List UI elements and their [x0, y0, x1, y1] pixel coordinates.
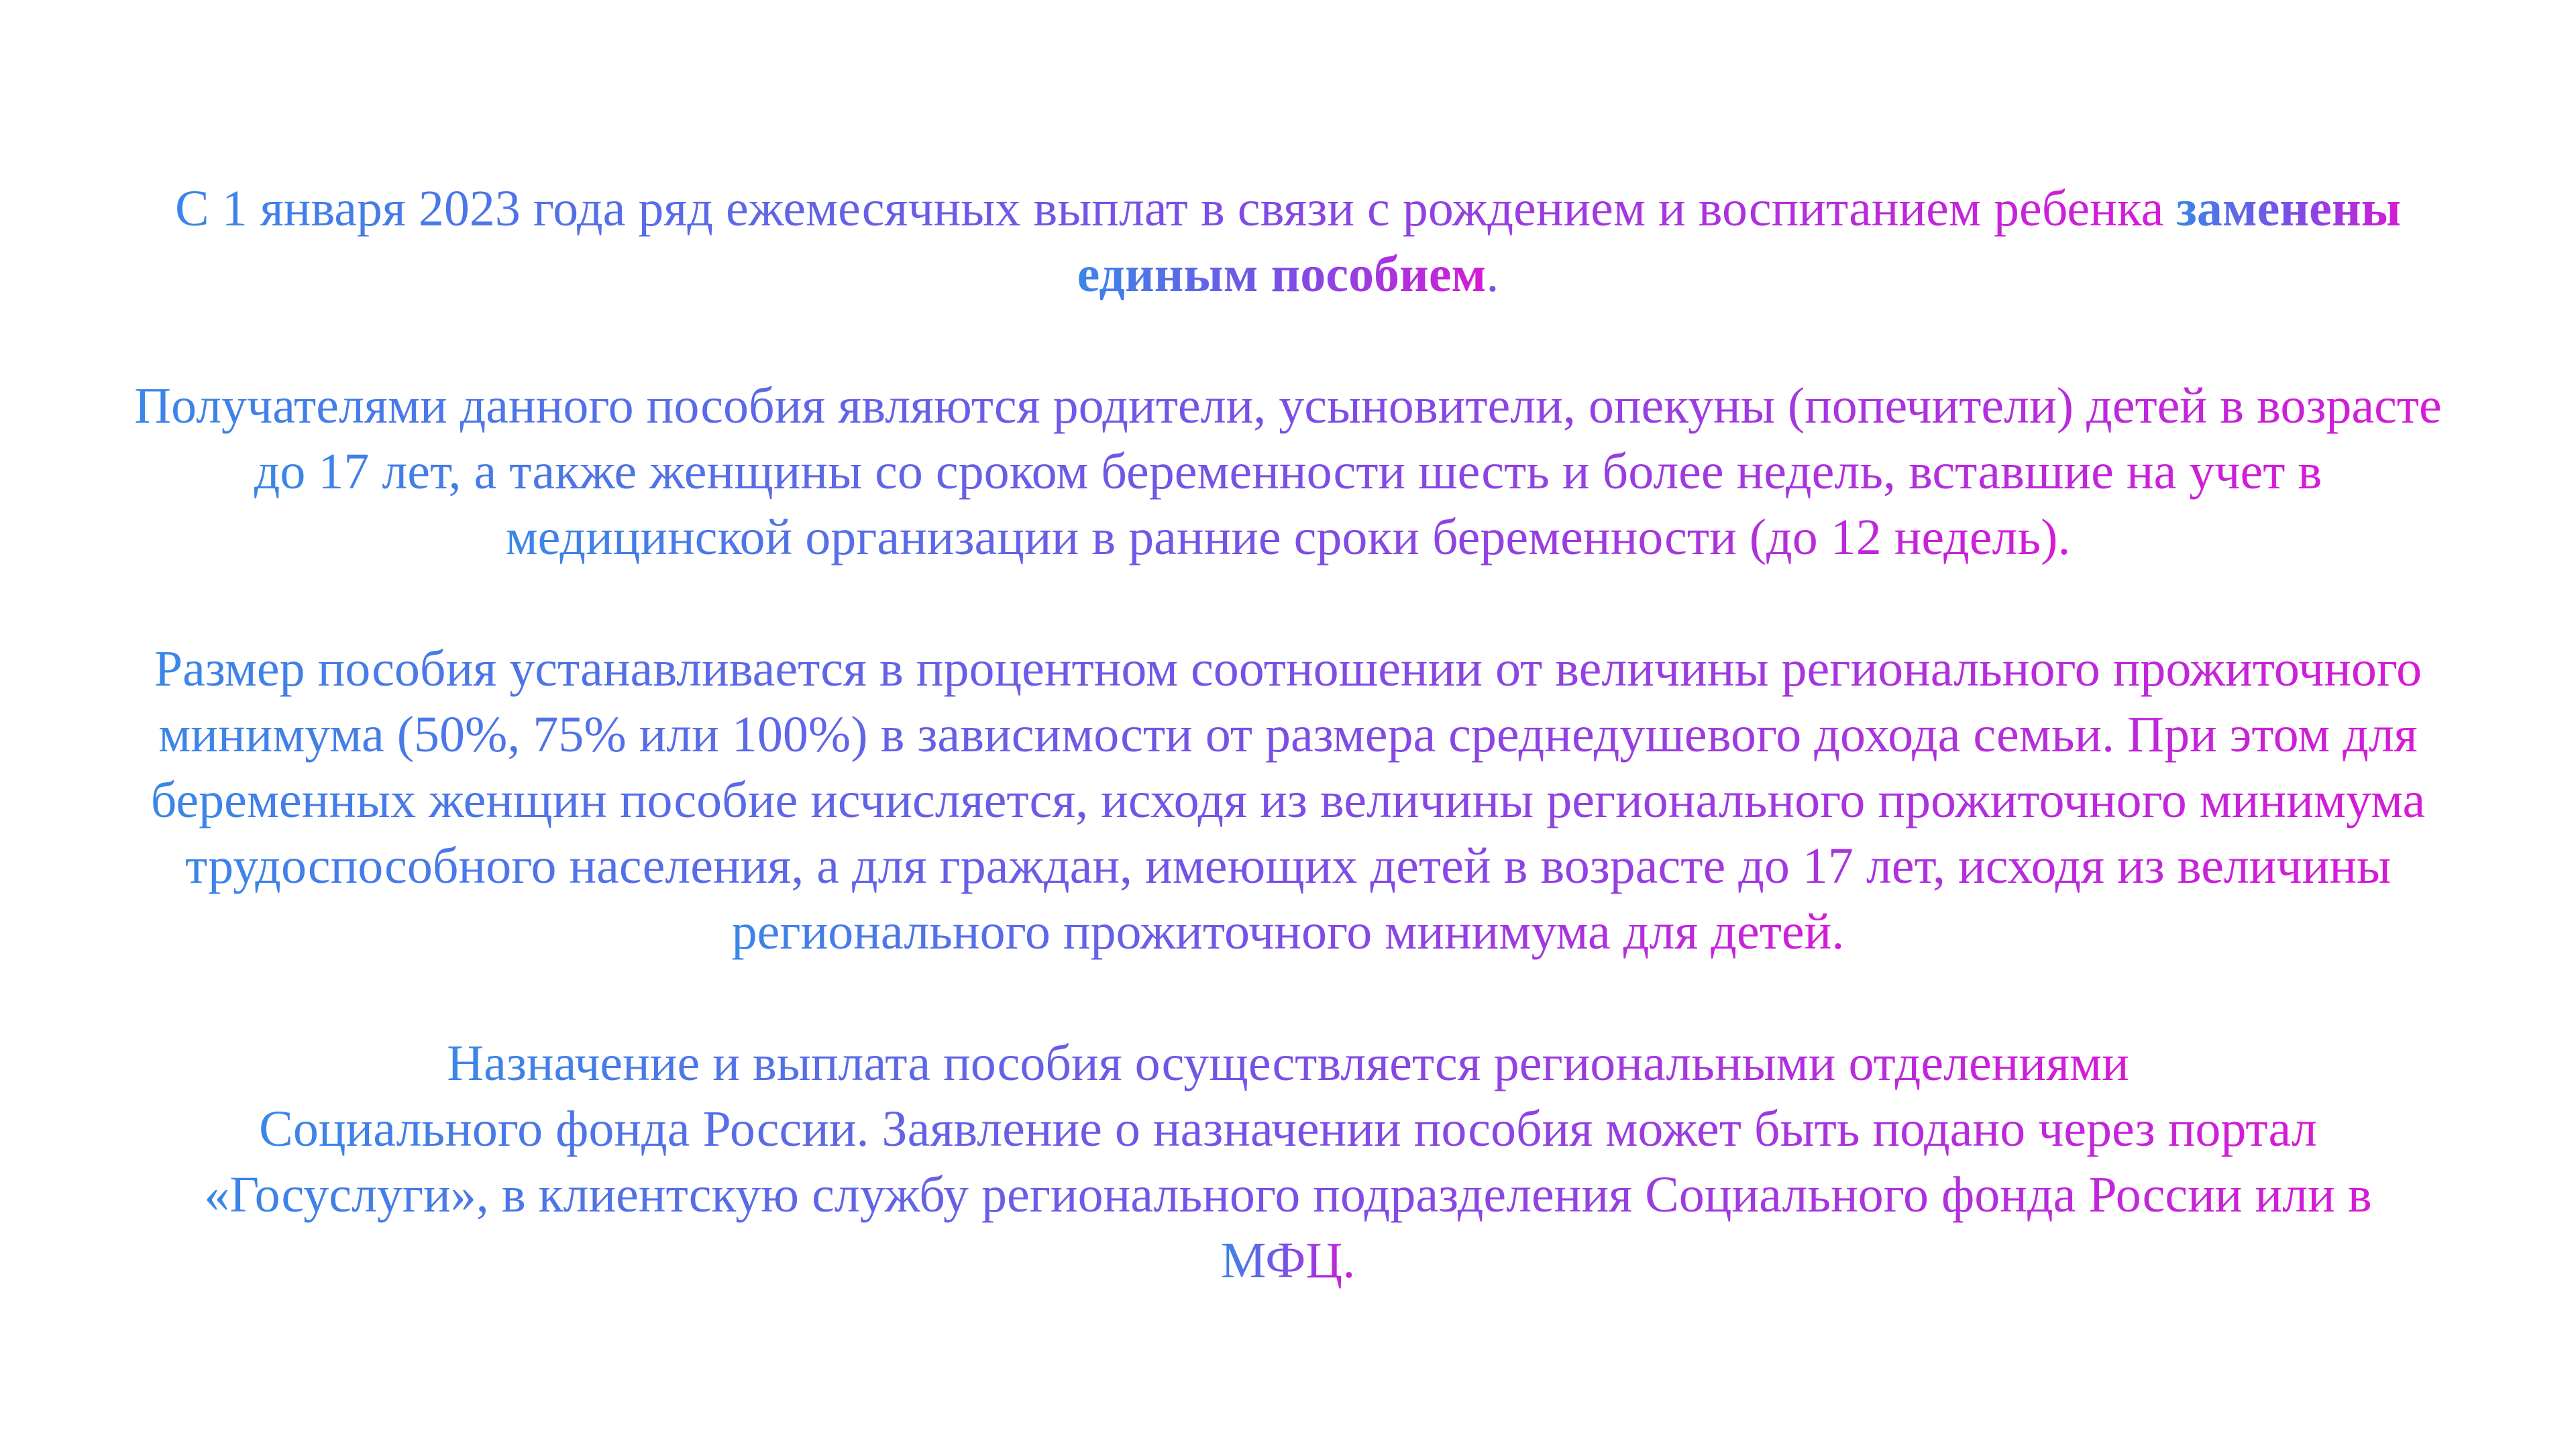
paragraph-application: [134, 1030, 2442, 1293]
intro-bold-text: заменены единым пособием: [1077, 180, 2401, 303]
application-text-line1: Назначение и выплата пособия осуществляется региональными отделениями: [447, 1035, 2129, 1091]
intro-period: .: [1486, 246, 1499, 303]
application-text-rest: Социального фонда России. Заявление о назначении пособия может быть подано через портал «Госуслуги», в клиентскую службу регионального подразделения Социального фонда России или в МФЦ.: [204, 1101, 2372, 1289]
recipients-text: Получателями данного пособия являются родители, усыновители, опекуны (попечители) детей в возрасте до 17 лет, а также женщины со сроком беременности шесть и более недель, вставшие на учет в медицинской организации в ранние сроки беременности (до 12 недель).: [134, 378, 2442, 566]
intro-text: С 1 января 2023 года ряд ежемесячных выплат в связи с рождением и воспитанием ребенка: [175, 180, 2177, 237]
paragraph-recipients: [134, 373, 2442, 570]
amount-text: Размер пособия устанавливается в процентном соотношении от величины регионального прожиточного минимума (50%, 75% или 100%) в зависимости от размера среднедушевого дохода семьи. При этом для беременных женщин пособие исчисляется, исходя из величины регионального прожиточного минимума трудоспособного населения, а для граждан, имеющих детей в возрасте до 17 лет, исходя из величины регионального прожиточного минимума для детей.: [150, 641, 2426, 960]
paragraph-intro: [134, 176, 2442, 307]
paragraph-amount: [134, 636, 2442, 965]
text-block: [134, 176, 2442, 1293]
